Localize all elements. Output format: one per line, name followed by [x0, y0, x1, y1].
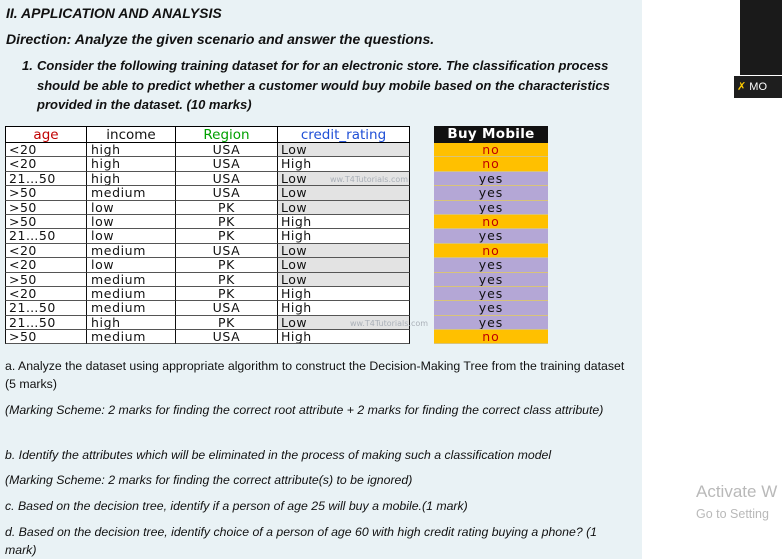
income-cell: high	[87, 143, 176, 157]
region-cell: PK	[176, 258, 278, 272]
credit-rating-cell: Low	[278, 244, 410, 258]
credit-rating-cell: High	[278, 330, 410, 344]
activate-windows-subtitle: Go to Setting	[696, 507, 769, 521]
buy-mobile-cell: yes	[434, 287, 548, 301]
age-cell: >50	[5, 201, 87, 215]
header-credit-rating: credit_rating	[278, 126, 410, 143]
age-cell: >50	[5, 186, 87, 200]
buy-mobile-cell: yes	[434, 201, 548, 215]
income-cell: medium	[87, 186, 176, 200]
sub-question-d: d. Based on the decision tree, identify choice of a person of age 60 with high credit rating buying a phone? (1 mark)	[5, 525, 598, 557]
region-cell: PK	[176, 229, 278, 243]
income-cell: medium	[87, 244, 176, 258]
participant-name: MO	[749, 81, 768, 93]
header-age: age	[5, 126, 87, 143]
credit-rating-cell: Low	[278, 186, 410, 200]
buy-mobile-column	[434, 143, 548, 344]
buy-mobile-cell: no	[434, 215, 548, 229]
age-cell: 21…50	[5, 229, 87, 243]
age-cell: >50	[5, 330, 87, 344]
income-cell: medium	[87, 330, 176, 344]
credit-rating-cell: High	[278, 287, 410, 301]
buy-mobile-cell: yes	[434, 316, 548, 330]
header-region: Region	[176, 126, 278, 143]
age-cell: 21…50	[5, 172, 87, 186]
income-cell: low	[87, 229, 176, 243]
age-cell: <20	[5, 258, 87, 272]
marking-scheme-b: (Marking Scheme: 2 marks for finding the correct attribute(s) to be ignored)	[5, 473, 413, 487]
question-1-number: 1.	[22, 58, 33, 73]
region-cell: USA	[176, 143, 278, 157]
buy-mobile-cell: no	[434, 143, 548, 157]
question-1	[22, 56, 622, 115]
credit-rating-cell: High	[278, 301, 410, 315]
region-cell: USA	[176, 244, 278, 258]
age-cell: <20	[5, 157, 87, 171]
region-cell: USA	[176, 157, 278, 171]
direction-text: Direction: Analyze the given scenario and answer the questions.	[6, 31, 435, 47]
credit-rating-cell: Low	[278, 258, 410, 272]
region-column	[176, 143, 278, 344]
income-cell: medium	[87, 273, 176, 287]
buy-mobile-cell: yes	[434, 186, 548, 200]
watermark-text: ww.T4Tutorials.com	[330, 175, 409, 184]
credit-rating-cell: Low	[278, 172, 410, 186]
buy-mobile-cell: no	[434, 157, 548, 171]
income-cell: high	[87, 157, 176, 171]
region-cell: PK	[176, 287, 278, 301]
region-cell: PK	[176, 215, 278, 229]
header-income: income	[87, 126, 176, 143]
income-cell: medium	[87, 301, 176, 315]
age-cell: 21…50	[5, 316, 87, 330]
credit-rating-cell: High	[278, 215, 410, 229]
watermark-text: ww.T4Tutorials.com	[350, 319, 429, 328]
sub-question-b: b. Identify the attributes which will be eliminated in the process of making such a classification model	[5, 448, 552, 462]
buy-mobile-cell: yes	[434, 172, 548, 186]
credit-rating-cell: Low	[278, 273, 410, 287]
side-area	[642, 0, 782, 559]
credit-rating-cell: High	[278, 157, 410, 171]
credit-rating-cell: Low	[278, 201, 410, 215]
video-thumbnail[interactable]	[740, 0, 782, 75]
activate-windows-title: Activate W	[696, 482, 778, 501]
sub-question-a: a. Analyze the dataset using appropriate algorithm to construct the Decision-Making Tree from the training dataset (5 marks)	[5, 359, 625, 391]
section-heading: II. APPLICATION AND ANALYSIS	[6, 5, 222, 21]
region-cell: USA	[176, 172, 278, 186]
buy-mobile-cell: yes	[434, 273, 548, 287]
income-column	[87, 143, 176, 344]
region-cell: PK	[176, 273, 278, 287]
question-1-text: Consider the following training dataset for for an electronic store. The classification process should be able to predict whether a customer would buy mobile based on the characteristics provided in the dataset. (10 marks)	[37, 58, 610, 112]
credit-rating-cell: Low	[278, 143, 410, 157]
age-cell: >50	[5, 215, 87, 229]
income-cell: medium	[87, 287, 176, 301]
marking-scheme-a: (Marking Scheme: 2 marks for finding the correct root attribute + 2 marks for finding the correct class attribute)	[5, 403, 604, 417]
buy-mobile-cell: yes	[434, 229, 548, 243]
participant-tile[interactable]	[734, 76, 782, 98]
header-buy-mobile: Buy Mobile	[434, 126, 548, 143]
age-cell: <20	[5, 143, 87, 157]
buy-mobile-cell: no	[434, 330, 548, 344]
region-cell: PK	[176, 316, 278, 330]
credit-rating-cell: Low	[278, 316, 410, 330]
age-cell: <20	[5, 287, 87, 301]
region-cell: USA	[176, 186, 278, 200]
region-cell: USA	[176, 330, 278, 344]
income-cell: low	[87, 258, 176, 272]
age-cell: <20	[5, 244, 87, 258]
training-dataset-table	[5, 126, 548, 349]
buy-mobile-cell: yes	[434, 258, 548, 272]
region-cell: PK	[176, 201, 278, 215]
region-cell: USA	[176, 301, 278, 315]
income-cell: low	[87, 201, 176, 215]
age-cell: >50	[5, 273, 87, 287]
income-cell: low	[87, 215, 176, 229]
mic-muted-icon: ✗	[737, 81, 747, 93]
income-cell: high	[87, 316, 176, 330]
income-cell: high	[87, 172, 176, 186]
age-column	[5, 143, 87, 344]
buy-mobile-cell: no	[434, 244, 548, 258]
credit-rating-cell: High	[278, 229, 410, 243]
buy-mobile-cell: yes	[434, 301, 548, 315]
age-cell: 21…50	[5, 301, 87, 315]
sub-question-c: c. Based on the decision tree, identify if a person of age 25 will buy a mobile.(1 mark)	[5, 499, 468, 513]
credit-rating-column	[278, 143, 410, 344]
